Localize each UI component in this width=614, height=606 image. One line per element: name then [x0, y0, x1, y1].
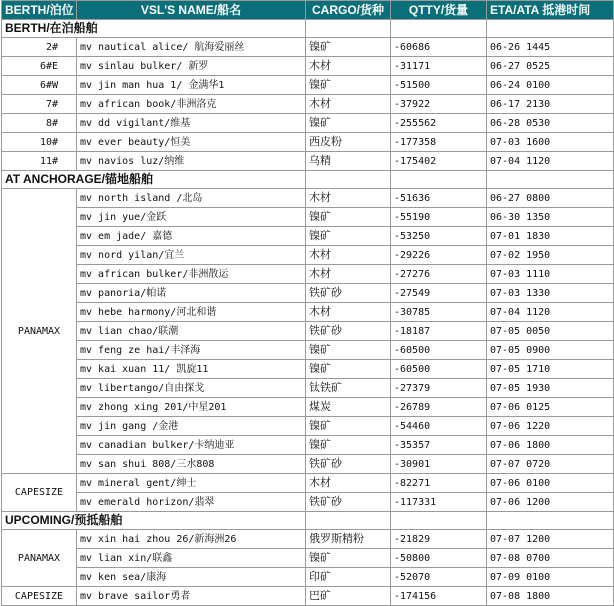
- berth-number: 6#W: [2, 76, 77, 95]
- empty-cell: [487, 171, 614, 189]
- section-title: UPCOMING/预抵船舶: [2, 512, 306, 530]
- table-row: [2, 133, 614, 152]
- vessel-name: mv north island /北岛: [77, 189, 306, 208]
- header-row: [2, 1, 614, 20]
- empty-cell: [306, 512, 391, 530]
- eta-time: 07-05 1710: [487, 360, 614, 379]
- quantity: -27379: [391, 379, 487, 398]
- eta-time: 06-30 1350: [487, 208, 614, 227]
- quantity: -50800: [391, 549, 487, 568]
- vessel-name: mv zhong xing 201/中星201: [77, 398, 306, 417]
- vessel-name: mv jin gang /金港: [77, 417, 306, 436]
- eta-time: 07-04 1120: [487, 152, 614, 171]
- quantity: -29226: [391, 246, 487, 265]
- table-row: [2, 57, 614, 76]
- cargo-type: 镍矿: [306, 227, 391, 246]
- cargo-type: 木材: [306, 189, 391, 208]
- quantity: -27276: [391, 265, 487, 284]
- table-row: [2, 284, 614, 303]
- table-row: [2, 493, 614, 512]
- vessel-name: mv panoria/帕诺: [77, 284, 306, 303]
- eta-time: 07-05 0050: [487, 322, 614, 341]
- eta-time: 07-02 1950: [487, 246, 614, 265]
- eta-time: 07-08 1800: [487, 587, 614, 606]
- empty-cell: [391, 20, 487, 38]
- vessel-name: mv san shui 808/三水808: [77, 455, 306, 474]
- quantity: -255562: [391, 114, 487, 133]
- cargo-type: 镍矿: [306, 436, 391, 455]
- quantity: -52070: [391, 568, 487, 587]
- vessel-name: mv nord yilan/宜兰: [77, 246, 306, 265]
- quantity: -177358: [391, 133, 487, 152]
- quantity: -60500: [391, 341, 487, 360]
- vessel-name: mv african book/非洲洛克: [77, 95, 306, 114]
- eta-time: 07-01 1830: [487, 227, 614, 246]
- eta-time: 07-06 0100: [487, 474, 614, 493]
- eta-header: ETA/ATA 抵港时间: [487, 1, 614, 20]
- cargo-type: 木材: [306, 265, 391, 284]
- cargo-type: 木材: [306, 57, 391, 76]
- cargo-type: 西皮粉: [306, 133, 391, 152]
- vessel-name: mv jin yue/金跃: [77, 208, 306, 227]
- cargo-type: 镍矿: [306, 208, 391, 227]
- quantity: -54460: [391, 417, 487, 436]
- section-berth: [2, 20, 614, 38]
- table-row: [2, 360, 614, 379]
- table-row: [2, 246, 614, 265]
- cargo-type: 木材: [306, 246, 391, 265]
- vessel-name: mv libertango/自由探戈: [77, 379, 306, 398]
- empty-cell: [391, 512, 487, 530]
- cargo-type: 俄罗斯精粉: [306, 530, 391, 549]
- vessel-name: mv feng ze hai/丰泽海: [77, 341, 306, 360]
- berth-header: BERTH/泊位: [2, 1, 77, 20]
- quantity: -30901: [391, 455, 487, 474]
- table-row: [2, 379, 614, 398]
- quantity: -174156: [391, 587, 487, 606]
- vessel-name: mv dd vigilant/维基: [77, 114, 306, 133]
- eta-time: 06-24 0100: [487, 76, 614, 95]
- empty-cell: [391, 171, 487, 189]
- empty-cell: [487, 20, 614, 38]
- eta-time: 07-07 1200: [487, 530, 614, 549]
- cargo-type: 铁矿砂: [306, 284, 391, 303]
- eta-time: 07-03 1110: [487, 265, 614, 284]
- cargo-type: 巴矿: [306, 587, 391, 606]
- empty-cell: [487, 512, 614, 530]
- cargo-type: 镍矿: [306, 549, 391, 568]
- vessel-name: mv nautical alice/ 航海爱丽丝: [77, 38, 306, 57]
- table-row: [2, 398, 614, 417]
- cargo-type: 铁矿砂: [306, 455, 391, 474]
- eta-time: 07-05 1930: [487, 379, 614, 398]
- group-capesize: CAPESIZE: [2, 474, 77, 512]
- berth-number: 6#E: [2, 57, 77, 76]
- table-row: [2, 568, 614, 587]
- cargo-type: 乌精: [306, 152, 391, 171]
- vessel-name-header: VSL'S NAME/船名: [77, 1, 306, 20]
- table-row: [2, 474, 614, 493]
- cargo-type: 木材: [306, 303, 391, 322]
- table-row: [2, 436, 614, 455]
- eta-time: 07-03 1600: [487, 133, 614, 152]
- eta-time: 07-06 1220: [487, 417, 614, 436]
- table-row: [2, 189, 614, 208]
- table-row: [2, 587, 614, 606]
- table-row: [2, 208, 614, 227]
- cargo-type: 镍矿: [306, 417, 391, 436]
- section-upcoming: [2, 512, 614, 530]
- vessel-name: mv navios luz/纳维: [77, 152, 306, 171]
- quantity: -60500: [391, 360, 487, 379]
- quantity: -55190: [391, 208, 487, 227]
- eta-time: 07-06 1200: [487, 493, 614, 512]
- vessel-name: mv kai xuan 11/ 凯旋11: [77, 360, 306, 379]
- eta-time: 07-08 0700: [487, 549, 614, 568]
- eta-time: 07-04 1120: [487, 303, 614, 322]
- eta-time: 07-06 1800: [487, 436, 614, 455]
- quantity: -35357: [391, 436, 487, 455]
- quantity: -53250: [391, 227, 487, 246]
- berth-number: 8#: [2, 114, 77, 133]
- eta-time: 06-26 1445: [487, 38, 614, 57]
- eta-time: 07-05 0900: [487, 341, 614, 360]
- eta-time: 06-28 0530: [487, 114, 614, 133]
- eta-time: 06-27 0525: [487, 57, 614, 76]
- table-row: [2, 38, 614, 57]
- quantity: -21829: [391, 530, 487, 549]
- cargo-type: 印矿: [306, 568, 391, 587]
- quantity: -27549: [391, 284, 487, 303]
- vessel-name: mv xin hai zhou 26/新海洲26: [77, 530, 306, 549]
- vessel-name: mv brave sailor勇者: [77, 587, 306, 606]
- quantity: -51500: [391, 76, 487, 95]
- vessel-name: mv sinlau bulker/ 新罗: [77, 57, 306, 76]
- section-title: BERTH/在泊船舶: [2, 20, 306, 38]
- cargo-type: 木材: [306, 95, 391, 114]
- table-row: [2, 152, 614, 171]
- vessel-schedule-table: [1, 0, 614, 606]
- group-panamax: PANAMAX: [2, 530, 77, 587]
- cargo-type: 铁矿砂: [306, 493, 391, 512]
- vessel-name: mv ever beauty/恒美: [77, 133, 306, 152]
- cargo-type: 煤炭: [306, 398, 391, 417]
- quantity: -37922: [391, 95, 487, 114]
- empty-cell: [306, 20, 391, 38]
- quantity-header: QTTY/货量: [391, 1, 487, 20]
- empty-cell: [306, 171, 391, 189]
- table-row: [2, 227, 614, 246]
- group-panamax: PANAMAX: [2, 189, 77, 474]
- quantity: -60686: [391, 38, 487, 57]
- vessel-name: mv mineral gent/绅士: [77, 474, 306, 493]
- quantity: -31171: [391, 57, 487, 76]
- cargo-type: 镍矿: [306, 76, 391, 95]
- vessel-name: mv hebe harmony/河北和谐: [77, 303, 306, 322]
- vessel-name: mv african bulker/非洲散运: [77, 265, 306, 284]
- table-row: [2, 95, 614, 114]
- quantity: -117331: [391, 493, 487, 512]
- cargo-type: 镍矿: [306, 38, 391, 57]
- table-row: [2, 114, 614, 133]
- berth-number: 10#: [2, 133, 77, 152]
- vessel-name: mv emerald horizon/翡翠: [77, 493, 306, 512]
- eta-time: 06-27 0800: [487, 189, 614, 208]
- quantity: -175402: [391, 152, 487, 171]
- table-row: [2, 265, 614, 284]
- cargo-type: 铁矿砂: [306, 322, 391, 341]
- table-row: [2, 549, 614, 568]
- eta-time: 06-17 2130: [487, 95, 614, 114]
- vessel-name: mv lian xin/联鑫: [77, 549, 306, 568]
- vessel-name: mv ken sea/康海: [77, 568, 306, 587]
- vessel-name: mv canadian bulker/卡纳迪亚: [77, 436, 306, 455]
- berth-number: 2#: [2, 38, 77, 57]
- cargo-type: 钛铁矿: [306, 379, 391, 398]
- quantity: -26789: [391, 398, 487, 417]
- cargo-type: 木材: [306, 474, 391, 493]
- table-row: [2, 341, 614, 360]
- vessel-name: mv lian chao/联潮: [77, 322, 306, 341]
- eta-time: 07-07 0720: [487, 455, 614, 474]
- table-row: [2, 455, 614, 474]
- group-capesize: CAPESIZE: [2, 587, 77, 606]
- section-anchorage: [2, 171, 614, 189]
- cargo-type: 镍矿: [306, 360, 391, 379]
- quantity: -82271: [391, 474, 487, 493]
- eta-time: 07-06 0125: [487, 398, 614, 417]
- cargo-header: CARGO/货种: [306, 1, 391, 20]
- table-row: [2, 322, 614, 341]
- vessel-name: mv em jade/ 嘉德: [77, 227, 306, 246]
- eta-time: 07-03 1330: [487, 284, 614, 303]
- quantity: -51636: [391, 189, 487, 208]
- vessel-name: mv jin man hua 1/ 金满华1: [77, 76, 306, 95]
- section-title: AT ANCHORAGE/锚地船舶: [2, 171, 306, 189]
- table-row: [2, 530, 614, 549]
- table-row: [2, 417, 614, 436]
- eta-time: 07-09 0100: [487, 568, 614, 587]
- cargo-type: 镍矿: [306, 341, 391, 360]
- berth-number: 7#: [2, 95, 77, 114]
- cargo-type: 镍矿: [306, 114, 391, 133]
- quantity: -30785: [391, 303, 487, 322]
- quantity: -18187: [391, 322, 487, 341]
- berth-number: 11#: [2, 152, 77, 171]
- table-row: [2, 303, 614, 322]
- table-row: [2, 76, 614, 95]
